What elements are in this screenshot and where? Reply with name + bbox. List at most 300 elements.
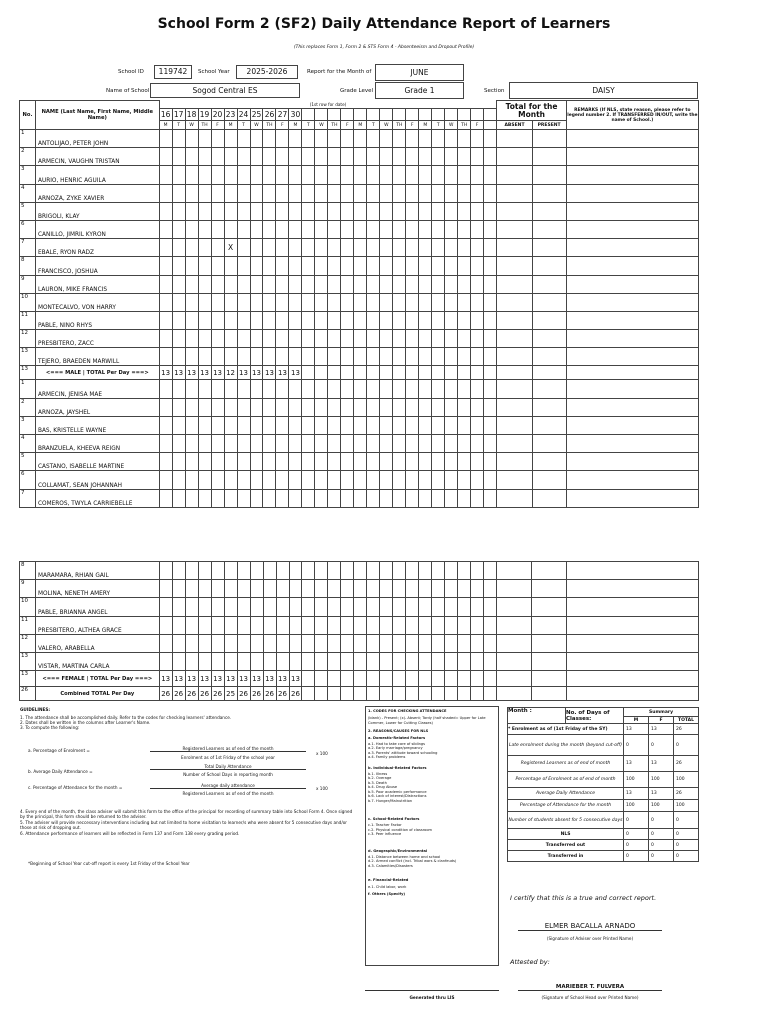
attendance-cell[interactable] (380, 220, 393, 238)
attendance-cell[interactable] (237, 130, 250, 148)
remarks-cell[interactable] (566, 275, 698, 293)
attendance-cell[interactable] (302, 293, 315, 311)
attendance-cell[interactable] (393, 348, 406, 366)
attendance-cell[interactable] (406, 330, 419, 348)
adviser-signature[interactable]: ELMER BACALLA ARNADO (518, 922, 662, 931)
attendance-cell[interactable] (432, 471, 445, 489)
attendance-cell[interactable] (211, 380, 224, 398)
attendance-cell[interactable] (289, 652, 302, 670)
attendance-cell[interactable] (328, 275, 341, 293)
attendance-cell[interactable] (224, 130, 237, 148)
attendance-cell[interactable] (458, 562, 471, 580)
attendance-cell[interactable] (198, 380, 211, 398)
date-cell[interactable] (367, 109, 380, 121)
attendance-cell[interactable] (380, 293, 393, 311)
attendance-cell[interactable] (159, 580, 172, 598)
attendance-cell[interactable] (458, 257, 471, 275)
attendance-cell[interactable] (393, 239, 406, 257)
attendance-cell[interactable] (250, 562, 263, 580)
remarks-cell[interactable] (566, 380, 698, 398)
attendance-cell[interactable] (198, 148, 211, 166)
date-cell[interactable] (445, 109, 458, 121)
attendance-cell[interactable] (354, 220, 367, 238)
attendance-cell[interactable] (328, 130, 341, 148)
attendance-cell[interactable] (263, 293, 276, 311)
attendance-cell[interactable] (367, 239, 380, 257)
attendance-cell[interactable] (367, 616, 380, 634)
attendance-cell[interactable] (172, 311, 185, 329)
attendance-cell[interactable] (484, 435, 497, 453)
attendance-cell[interactable] (471, 634, 484, 652)
attendance-cell[interactable] (419, 348, 432, 366)
attendance-cell[interactable] (432, 330, 445, 348)
attendance-cell[interactable] (263, 652, 276, 670)
attendance-cell[interactable] (224, 220, 237, 238)
attendance-cell[interactable] (250, 239, 263, 257)
attendance-cell[interactable] (471, 489, 484, 507)
attendance-cell[interactable] (367, 130, 380, 148)
attendance-cell[interactable] (458, 598, 471, 616)
attendance-cell[interactable] (393, 311, 406, 329)
attendance-cell[interactable] (458, 348, 471, 366)
attendance-cell[interactable] (315, 634, 328, 652)
date-cell[interactable] (302, 109, 315, 121)
remarks-cell[interactable] (566, 348, 698, 366)
attendance-cell[interactable] (211, 348, 224, 366)
attendance-cell[interactable] (406, 148, 419, 166)
attendance-cell[interactable] (354, 580, 367, 598)
attendance-cell[interactable] (406, 239, 419, 257)
attendance-cell[interactable] (237, 202, 250, 220)
attendance-cell[interactable] (432, 275, 445, 293)
attendance-cell[interactable] (198, 202, 211, 220)
attendance-cell[interactable] (159, 257, 172, 275)
attendance-cell[interactable] (276, 220, 289, 238)
attendance-cell[interactable] (263, 220, 276, 238)
attendance-cell[interactable] (250, 489, 263, 507)
attendance-cell[interactable] (484, 616, 497, 634)
attendance-cell[interactable] (172, 435, 185, 453)
attendance-cell[interactable] (224, 166, 237, 184)
attendance-cell[interactable] (406, 471, 419, 489)
attendance-cell[interactable] (393, 330, 406, 348)
attendance-cell[interactable] (185, 398, 198, 416)
attendance-cell[interactable] (432, 293, 445, 311)
attendance-cell[interactable] (211, 184, 224, 202)
attendance-cell[interactable] (172, 348, 185, 366)
attendance-cell[interactable] (432, 348, 445, 366)
attendance-cell[interactable] (224, 293, 237, 311)
attendance-cell[interactable] (263, 166, 276, 184)
attendance-cell[interactable] (224, 148, 237, 166)
attendance-cell[interactable] (159, 311, 172, 329)
attendance-cell[interactable] (445, 416, 458, 434)
attendance-cell[interactable] (289, 453, 302, 471)
attendance-cell[interactable] (367, 293, 380, 311)
attendance-cell[interactable] (393, 398, 406, 416)
attendance-cell[interactable] (328, 398, 341, 416)
attendance-cell[interactable] (289, 239, 302, 257)
attendance-cell[interactable] (315, 311, 328, 329)
attendance-cell[interactable] (445, 148, 458, 166)
attendance-cell[interactable] (367, 652, 380, 670)
attendance-cell[interactable] (315, 652, 328, 670)
attendance-cell[interactable] (263, 471, 276, 489)
attendance-cell[interactable] (198, 453, 211, 471)
attendance-cell[interactable] (198, 184, 211, 202)
attendance-cell[interactable] (224, 435, 237, 453)
attendance-cell[interactable] (458, 184, 471, 202)
attendance-cell[interactable] (380, 148, 393, 166)
date-cell[interactable]: 16 (160, 110, 171, 119)
attendance-cell[interactable] (341, 453, 354, 471)
attendance-cell[interactable] (302, 580, 315, 598)
attendance-cell[interactable] (224, 311, 237, 329)
attendance-cell[interactable] (250, 130, 263, 148)
attendance-cell[interactable] (185, 435, 198, 453)
attendance-cell[interactable] (159, 239, 172, 257)
attendance-cell[interactable] (276, 652, 289, 670)
attendance-cell[interactable] (224, 489, 237, 507)
attendance-cell[interactable] (354, 184, 367, 202)
attendance-cell[interactable] (471, 239, 484, 257)
attendance-cell[interactable] (289, 380, 302, 398)
attendance-cell[interactable] (484, 311, 497, 329)
date-cell[interactable]: 27 (277, 110, 288, 119)
attendance-cell[interactable] (432, 453, 445, 471)
attendance-cell[interactable] (250, 652, 263, 670)
attendance-cell[interactable] (263, 634, 276, 652)
attendance-cell[interactable] (393, 416, 406, 434)
attendance-cell[interactable] (484, 202, 497, 220)
attendance-cell[interactable] (341, 220, 354, 238)
attendance-cell[interactable] (302, 148, 315, 166)
attendance-cell[interactable] (445, 130, 458, 148)
attendance-cell[interactable] (354, 652, 367, 670)
attendance-cell[interactable] (432, 130, 445, 148)
attendance-cell[interactable] (471, 453, 484, 471)
attendance-cell[interactable] (289, 348, 302, 366)
attendance-cell[interactable] (263, 348, 276, 366)
attendance-cell[interactable] (224, 562, 237, 580)
attendance-cell[interactable] (367, 453, 380, 471)
attendance-cell[interactable] (237, 148, 250, 166)
attendance-cell[interactable] (276, 634, 289, 652)
attendance-cell[interactable] (406, 634, 419, 652)
attendance-cell[interactable] (380, 489, 393, 507)
attendance-cell[interactable] (289, 148, 302, 166)
attendance-cell[interactable] (276, 580, 289, 598)
attendance-cell[interactable] (237, 598, 250, 616)
date-cell[interactable] (328, 109, 341, 121)
attendance-cell[interactable] (393, 293, 406, 311)
attendance-cell[interactable] (445, 184, 458, 202)
attendance-cell[interactable] (328, 220, 341, 238)
attendance-cell[interactable] (250, 416, 263, 434)
attendance-cell[interactable] (328, 184, 341, 202)
attendance-cell[interactable] (315, 239, 328, 257)
attendance-cell[interactable] (471, 348, 484, 366)
attendance-cell[interactable] (419, 453, 432, 471)
attendance-cell[interactable] (237, 311, 250, 329)
attendance-cell[interactable] (393, 489, 406, 507)
attendance-cell[interactable] (224, 598, 237, 616)
attendance-cell[interactable] (445, 580, 458, 598)
attendance-cell[interactable] (406, 166, 419, 184)
attendance-cell[interactable] (211, 166, 224, 184)
attendance-cell[interactable] (198, 275, 211, 293)
attendance-cell[interactable] (484, 562, 497, 580)
remarks-cell[interactable] (566, 598, 698, 616)
attendance-cell[interactable] (445, 311, 458, 329)
attendance-cell[interactable] (211, 275, 224, 293)
attendance-cell[interactable] (471, 598, 484, 616)
attendance-cell[interactable] (367, 184, 380, 202)
attendance-cell[interactable] (419, 275, 432, 293)
attendance-cell[interactable] (406, 435, 419, 453)
attendance-cell[interactable] (393, 166, 406, 184)
date-cell[interactable] (484, 109, 497, 121)
attendance-cell[interactable] (484, 348, 497, 366)
attendance-cell[interactable] (172, 330, 185, 348)
attendance-cell[interactable] (471, 148, 484, 166)
attendance-cell[interactable] (354, 489, 367, 507)
attendance-cell[interactable] (341, 275, 354, 293)
attendance-cell[interactable] (406, 562, 419, 580)
attendance-cell[interactable] (159, 130, 172, 148)
attendance-cell[interactable] (341, 239, 354, 257)
attendance-cell[interactable] (458, 380, 471, 398)
attendance-cell[interactable] (224, 184, 237, 202)
attendance-cell[interactable] (419, 293, 432, 311)
attendance-cell[interactable] (354, 202, 367, 220)
attendance-cell[interactable] (172, 184, 185, 202)
attendance-cell[interactable] (224, 616, 237, 634)
attendance-cell[interactable] (406, 398, 419, 416)
attendance-cell[interactable] (302, 202, 315, 220)
date-cell[interactable]: 26 (264, 110, 275, 119)
attendance-cell[interactable] (224, 330, 237, 348)
attendance-cell[interactable] (419, 202, 432, 220)
attendance-cell[interactable] (224, 416, 237, 434)
attendance-cell[interactable] (315, 130, 328, 148)
attendance-cell[interactable] (471, 220, 484, 238)
attendance-cell[interactable] (341, 580, 354, 598)
attendance-cell[interactable] (419, 166, 432, 184)
attendance-cell[interactable] (484, 453, 497, 471)
attendance-cell[interactable] (198, 489, 211, 507)
attendance-cell[interactable] (185, 380, 198, 398)
attendance-cell[interactable] (367, 275, 380, 293)
school-id-field[interactable]: 119742 (154, 65, 192, 79)
attendance-cell[interactable] (211, 398, 224, 416)
attendance-cell[interactable] (185, 330, 198, 348)
attendance-cell[interactable] (367, 598, 380, 616)
attendance-cell[interactable] (406, 380, 419, 398)
attendance-cell[interactable] (367, 202, 380, 220)
attendance-cell[interactable] (432, 220, 445, 238)
attendance-cell[interactable] (172, 416, 185, 434)
attendance-cell[interactable] (185, 257, 198, 275)
attendance-cell[interactable] (198, 348, 211, 366)
attendance-cell[interactable] (380, 239, 393, 257)
attendance-cell[interactable] (289, 311, 302, 329)
attendance-cell[interactable] (276, 598, 289, 616)
attendance-cell[interactable] (393, 634, 406, 652)
school-name-field[interactable]: Sogod Central ES (150, 83, 300, 98)
section-field[interactable]: DAISY (509, 82, 698, 99)
attendance-cell[interactable] (393, 275, 406, 293)
attendance-cell[interactable] (341, 148, 354, 166)
attendance-cell[interactable] (484, 220, 497, 238)
attendance-cell[interactable] (172, 293, 185, 311)
attendance-cell[interactable] (354, 130, 367, 148)
attendance-cell[interactable] (224, 471, 237, 489)
remarks-cell[interactable] (566, 616, 698, 634)
attendance-cell[interactable] (276, 311, 289, 329)
attendance-cell[interactable] (406, 184, 419, 202)
date-cell[interactable]: 19 (199, 110, 210, 119)
attendance-cell[interactable] (328, 380, 341, 398)
attendance-cell[interactable] (263, 380, 276, 398)
attendance-cell[interactable] (159, 471, 172, 489)
attendance-cell[interactable] (341, 202, 354, 220)
attendance-cell[interactable] (354, 616, 367, 634)
attendance-cell[interactable] (432, 562, 445, 580)
attendance-cell[interactable] (315, 489, 328, 507)
attendance-cell[interactable] (380, 580, 393, 598)
date-cell[interactable] (354, 109, 367, 121)
attendance-cell[interactable] (302, 130, 315, 148)
attendance-cell[interactable] (159, 416, 172, 434)
attendance-cell[interactable] (159, 275, 172, 293)
attendance-cell[interactable] (354, 293, 367, 311)
attendance-cell[interactable] (172, 130, 185, 148)
attendance-cell[interactable] (406, 311, 419, 329)
attendance-cell[interactable] (315, 348, 328, 366)
attendance-cell[interactable] (328, 416, 341, 434)
attendance-cell[interactable] (445, 380, 458, 398)
attendance-cell[interactable] (263, 435, 276, 453)
attendance-cell[interactable] (250, 202, 263, 220)
attendance-cell[interactable] (211, 257, 224, 275)
attendance-cell[interactable] (328, 616, 341, 634)
attendance-cell[interactable] (237, 330, 250, 348)
attendance-cell[interactable] (237, 380, 250, 398)
attendance-cell[interactable] (419, 652, 432, 670)
attendance-cell[interactable] (393, 257, 406, 275)
attendance-cell[interactable] (263, 239, 276, 257)
attendance-cell[interactable] (484, 380, 497, 398)
attendance-cell[interactable] (159, 489, 172, 507)
attendance-cell[interactable] (445, 220, 458, 238)
attendance-cell[interactable] (445, 598, 458, 616)
attendance-cell[interactable] (289, 489, 302, 507)
attendance-cell[interactable] (263, 184, 276, 202)
remarks-cell[interactable] (566, 398, 698, 416)
attendance-cell[interactable] (341, 416, 354, 434)
date-cell[interactable] (393, 109, 406, 121)
attendance-cell[interactable] (263, 148, 276, 166)
attendance-cell[interactable] (432, 435, 445, 453)
attendance-cell[interactable] (432, 616, 445, 634)
attendance-cell[interactable] (289, 202, 302, 220)
attendance-cell[interactable] (445, 616, 458, 634)
attendance-cell[interactable] (211, 652, 224, 670)
attendance-cell[interactable] (380, 380, 393, 398)
attendance-cell[interactable] (406, 257, 419, 275)
attendance-cell[interactable] (289, 293, 302, 311)
attendance-cell[interactable] (380, 453, 393, 471)
attendance-cell[interactable] (328, 598, 341, 616)
attendance-cell[interactable] (289, 275, 302, 293)
attendance-cell[interactable] (198, 239, 211, 257)
attendance-cell[interactable] (393, 148, 406, 166)
attendance-cell[interactable] (328, 634, 341, 652)
attendance-cell[interactable] (419, 471, 432, 489)
attendance-cell[interactable] (263, 616, 276, 634)
attendance-cell[interactable] (341, 330, 354, 348)
attendance-cell[interactable] (263, 202, 276, 220)
attendance-cell[interactable] (159, 380, 172, 398)
attendance-cell[interactable] (419, 184, 432, 202)
attendance-cell[interactable] (237, 580, 250, 598)
date-cell[interactable] (406, 109, 419, 121)
attendance-cell[interactable] (276, 453, 289, 471)
attendance-cell[interactable] (354, 380, 367, 398)
attendance-cell[interactable] (289, 166, 302, 184)
attendance-cell[interactable] (211, 416, 224, 434)
attendance-cell[interactable] (315, 293, 328, 311)
attendance-cell[interactable] (198, 257, 211, 275)
attendance-cell[interactable] (393, 598, 406, 616)
attendance-cell[interactable] (328, 330, 341, 348)
attendance-cell[interactable] (484, 398, 497, 416)
attendance-cell[interactable] (315, 380, 328, 398)
attendance-cell[interactable] (406, 202, 419, 220)
attendance-cell[interactable] (315, 257, 328, 275)
attendance-cell[interactable] (419, 562, 432, 580)
attendance-cell[interactable] (393, 471, 406, 489)
attendance-cell[interactable] (237, 634, 250, 652)
date-cell[interactable]: 30 (290, 110, 301, 119)
attendance-cell[interactable] (354, 348, 367, 366)
attendance-cell[interactable] (302, 652, 315, 670)
remarks-cell[interactable] (566, 562, 698, 580)
attendance-cell[interactable] (250, 311, 263, 329)
attendance-cell[interactable] (302, 471, 315, 489)
attendance-cell[interactable] (185, 634, 198, 652)
remarks-cell[interactable] (566, 330, 698, 348)
attendance-cell[interactable] (263, 416, 276, 434)
attendance-cell[interactable] (237, 348, 250, 366)
date-cell[interactable]: 23 (225, 110, 236, 119)
date-cell[interactable]: 20 (212, 110, 223, 119)
attendance-cell[interactable] (289, 616, 302, 634)
attendance-cell[interactable] (393, 435, 406, 453)
attendance-cell[interactable] (237, 220, 250, 238)
attendance-cell[interactable] (458, 293, 471, 311)
attendance-cell[interactable] (263, 598, 276, 616)
attendance-cell[interactable] (393, 616, 406, 634)
attendance-cell[interactable] (471, 166, 484, 184)
attendance-cell[interactable] (172, 257, 185, 275)
attendance-cell[interactable] (237, 166, 250, 184)
attendance-cell[interactable]: X (224, 239, 237, 257)
attendance-cell[interactable] (354, 562, 367, 580)
attendance-cell[interactable] (458, 634, 471, 652)
attendance-cell[interactable] (484, 148, 497, 166)
